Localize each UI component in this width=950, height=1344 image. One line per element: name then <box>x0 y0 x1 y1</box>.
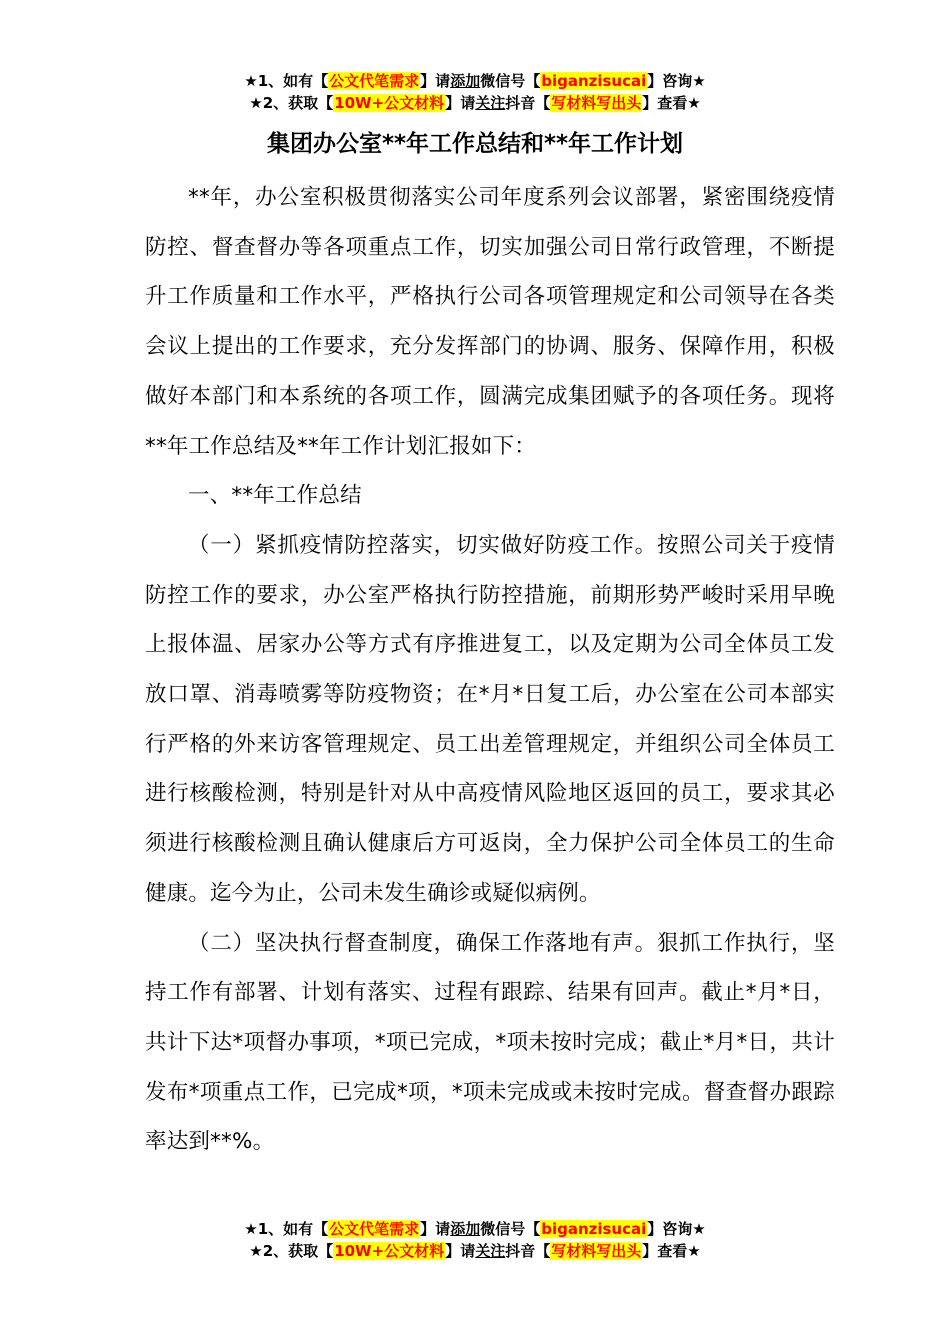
banner-text: 】请 <box>445 1242 476 1260</box>
paragraph-intro: **年，办公室积极贯彻落实公司年度系列会议部署，紧密围绕疫情防控、督查督办等各项重点工作，切实加强公司日常行政管理，不断提升工作质量和工作水平，严格执行公司各项管理规定和公司领导在各类会议上提出的工作要求，充分发挥部门的协调、服务、保障作用，积极做好本部门和本系统的各项工作，圆满完成集团赋予的各项任务。现将**年工作总结及**年工作计划汇报如下： <box>145 185 835 459</box>
banner-text: ★2、获取【 <box>249 1242 334 1260</box>
paragraph-epidemic: （一）紧抓疫情防控落实，切实做好防疫工作。按照公司关于疫情防控工作的要求，办公室严格执行防控措施，前期形势严峻时采用早晚上报体温、居家办公等方式有序推进复工，以及定期为公司全体员工发放口罩、消毒喷雾等防疫物资；在*月*日复工后，办公室在公司本部实行严格的外来访客管理规定、员工出差管理规定，并组织公司全体员工进行核酸检测，特别是针对从中高疫情风险地区返回的员工，要求其必须进行核酸检测且确认健康后方可返岗，全力保护公司全体员工的生命健康。迄今为止，公司未发生确诊或疑似病例。 <box>145 532 835 906</box>
banner-text: 抖音【 <box>505 1242 551 1260</box>
banner-text: ★2、获取【 <box>249 94 334 112</box>
banner-text: 】查看★ <box>642 94 701 112</box>
banner-highlight: 写材料写出头 <box>551 1242 642 1260</box>
banner-text: 】请 <box>445 94 476 112</box>
banner-line-1 <box>0 1218 950 1240</box>
banner-text: ★1、如有【 <box>244 1220 329 1238</box>
banner-line-2 <box>0 1240 950 1262</box>
banner-underlined: 添加 <box>450 72 481 90</box>
banner-underlined: 关注 <box>475 94 506 112</box>
banner-text: 】请 <box>420 1220 451 1238</box>
bottom-banner <box>0 1218 950 1262</box>
banner-highlight: 10W+公文材料 <box>334 1242 445 1260</box>
banner-highlight: biganzisucai <box>541 1220 647 1238</box>
top-banner <box>0 70 950 114</box>
banner-text: 】请 <box>420 72 451 90</box>
paragraph-supervision: （二）坚决执行督查制度，确保工作落地有声。狠抓工作执行，坚持工作有部署、计划有落实、过程有跟踪、结果有回声。截止*月*日，共计下达*项督办事项，*项已完成，*项未按时完成；截止*月*日，共计发布*项重点工作，已完成*项，*项未完成或未按时完成。督查督办跟踪率达到**%。 <box>145 930 835 1155</box>
banner-text: 抖音【 <box>505 94 551 112</box>
document-body <box>145 173 835 1167</box>
banner-highlight: 公文代笔需求 <box>329 1220 420 1238</box>
banner-highlight: 公文代笔需求 <box>329 72 420 90</box>
banner-text: 】查看★ <box>642 1242 701 1260</box>
document-title: 集团办公室**年工作总结和**年工作计划 <box>266 131 684 157</box>
banner-highlight: 10W+公文材料 <box>334 94 445 112</box>
banner-text: ★1、如有【 <box>244 72 329 90</box>
banner-underlined: 关注 <box>475 1242 506 1260</box>
banner-text: 微信号【 <box>480 72 541 90</box>
banner-text: 】咨询★ <box>647 72 706 90</box>
banner-text: 】咨询★ <box>647 1220 706 1238</box>
banner-text: 微信号【 <box>480 1220 541 1238</box>
banner-line-1 <box>0 70 950 92</box>
section-heading: 一、**年工作总结 <box>188 483 362 509</box>
banner-underlined: 添加 <box>450 1220 481 1238</box>
banner-highlight: 写材料写出头 <box>551 94 642 112</box>
banner-line-2 <box>0 92 950 114</box>
banner-highlight: biganzisucai <box>541 72 647 90</box>
